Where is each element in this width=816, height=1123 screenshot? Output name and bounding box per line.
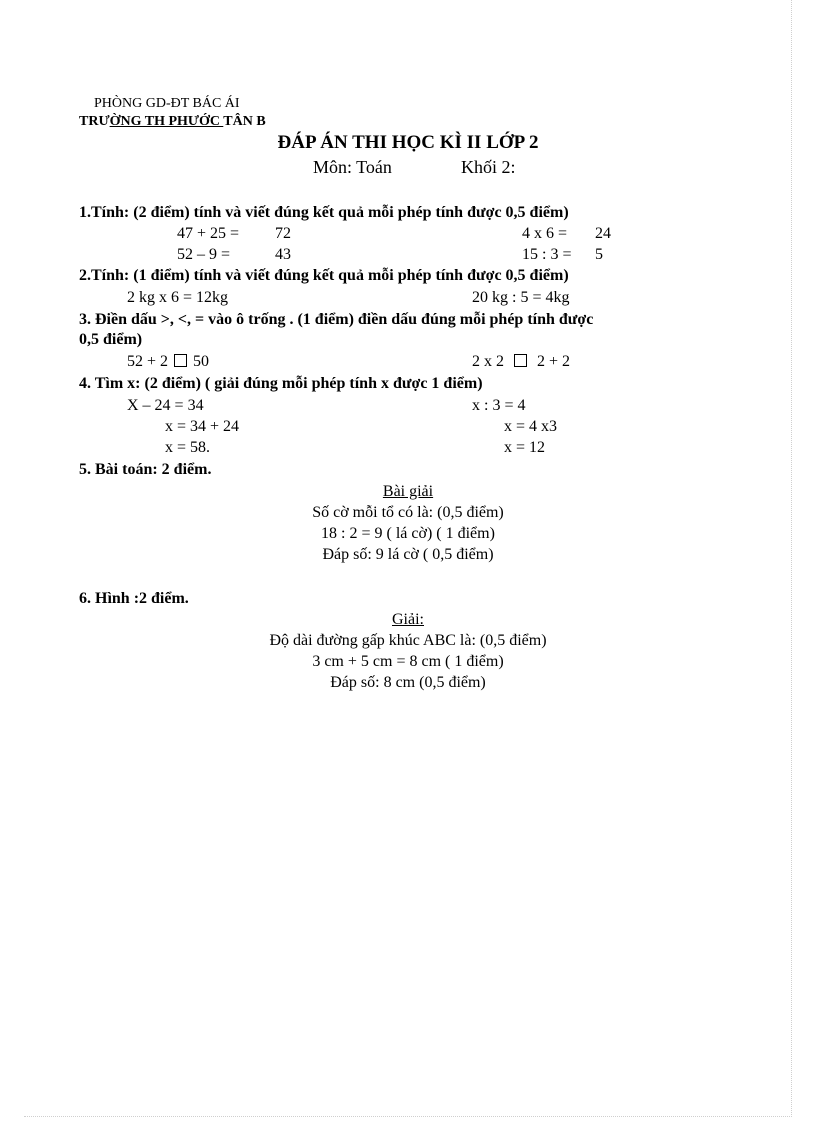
q4-left-line3: x = 58.: [165, 439, 211, 456]
department-name: PHÒNG GD-ĐT BÁC ÁI: [94, 96, 240, 111]
q1-row2-left-expr: 52 – 9 =: [177, 246, 231, 263]
q4-right-line1: x : 3 = 4: [472, 397, 526, 414]
q6-line3: Đáp số: 8 cm (0,5 điểm): [330, 674, 486, 691]
q6-line1: Độ dài đường gấp khúc ABC là: (0,5 điểm): [269, 632, 547, 649]
q5-line2: 18 : 2 = 9 ( lá cờ) ( 1 điểm): [321, 525, 495, 542]
page-bottom-border: [24, 1116, 792, 1117]
q3-title-line1: 3. Điền dấu >, <, = vào ô trống . (1 điểm) điền dấu đúng mỗi phép tính được: [79, 311, 594, 328]
q5-title: 5. Bài toán: 2 điểm.: [79, 461, 212, 478]
q4-title: 4. Tìm x: (2 điểm) ( giải đúng mỗi phép tính x được 1 điểm): [79, 375, 483, 392]
page-title: ĐÁP ÁN THI HỌC KÌ II LỚP 2: [277, 132, 539, 153]
q1-row2-right-expr: 15 : 3 =: [522, 246, 572, 263]
q1-row2-right-answer: 5: [595, 246, 603, 263]
school-name-prefix: TRƯ: [79, 114, 110, 129]
q3-title-line2: 0,5 điểm): [79, 331, 143, 348]
grade-label: Khối 2:: [461, 157, 516, 177]
q6-line2: 3 cm + 5 cm = 8 cm ( 1 điểm): [312, 653, 504, 670]
q5-line1: Số cờ mỗi tổ có là: (0,5 điểm): [312, 504, 504, 521]
q1-row1-left-answer: 72: [275, 225, 291, 242]
q4-right-line2: x = 4 x3: [504, 418, 558, 435]
q6-heading: Giải:: [392, 611, 424, 628]
q1-row1-right-expr: 4 x 6 =: [522, 225, 568, 242]
answer-box-icon: [174, 354, 187, 367]
q4-right-line3: x = 12: [504, 439, 546, 456]
page-right-border: [791, 0, 792, 1117]
q3-right-comparison: [472, 352, 570, 372]
q1-row2-left-answer: 43: [275, 246, 291, 263]
q1-row1-right-answer: 24: [595, 225, 611, 242]
subject-label: Môn: Toán: [313, 157, 392, 177]
school-name-underlined: ỜNG TH PHƯỚC: [109, 114, 224, 129]
q2-right-answer: 20 kg : 5 = 4kg: [472, 289, 570, 306]
q3-left-value: 50: [193, 353, 210, 370]
q2-title: 2.Tính: (1 điểm) tính và viết đúng kết quả mỗi phép tính được 0,5 điểm): [79, 267, 569, 284]
q3-left-expr: 52 + 2: [127, 353, 169, 370]
q1-title: 1.Tính: (2 điểm) tính và viết đúng kết quả mỗi phép tính được 0,5 điểm): [79, 204, 569, 221]
q4-left-line2: x = 34 + 24: [165, 418, 240, 435]
q5-heading: Bài giải: [382, 483, 434, 500]
q3-left-comparison: [127, 352, 209, 372]
school-name: [79, 112, 266, 132]
q5-line3: Đáp số: 9 lá cờ ( 0,5 điểm): [322, 546, 494, 563]
q6-title: 6. Hình :2 điểm.: [79, 590, 189, 607]
q3-right-value: 2 + 2: [537, 353, 571, 370]
q3-right-expr: 2 x 2: [472, 353, 504, 370]
q4-left-line1: X – 24 = 34: [127, 397, 204, 414]
q1-row1-left-expr: 47 + 25 =: [177, 225, 240, 242]
answer-box-icon: [514, 354, 527, 367]
q2-left-answer: 2 kg x 6 = 12kg: [127, 289, 229, 306]
school-name-suffix: TÂN B: [223, 114, 266, 129]
